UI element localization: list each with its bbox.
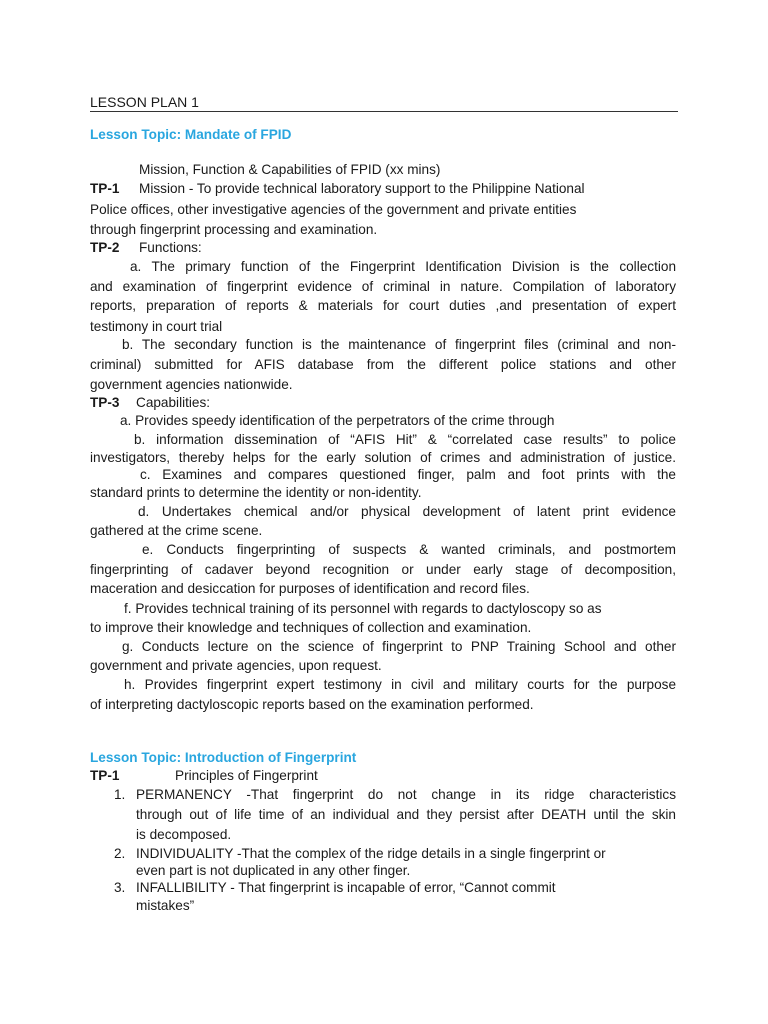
principle-line: PERMANENCY -That fingerprint do not change in its ridge characteristics [136,787,676,802]
tp1b-tag: TP-1 [90,768,120,783]
lesson-plan-title: LESSON PLAN 1 [90,94,199,110]
tp2-a-line: testimony in court trial [90,319,223,334]
principle-number: 2. [114,846,126,861]
tp3-a-line: a. Provides speedy identification of the perpetrators of the crime through [120,413,555,428]
lesson-topic-1: Lesson Topic: Mandate of FPID [90,127,292,142]
tp1-tag: TP-1 [90,181,120,196]
tp3-h-line: h. Provides fingerprint expert testimony in civil and military courts for the purpose [124,677,676,692]
tp2-a-line: a. The primary function of the Fingerprint Identification Division is the collection [130,259,676,274]
tp1-line: Mission - To provide technical laboratory support to the Philippine National [139,181,585,196]
lesson-topic-2: Lesson Topic: Introduction of Fingerprint [90,750,357,765]
tp3-f-line: f. Provides technical training of its personnel with regards to dactyloscopy so as [124,601,602,616]
tp2-a-line: reports, preparation of reports & materials for court duties ,and presentation of expert [90,298,676,313]
tp2-b-line: criminal) submitted for AFIS database from the different police stations and other [90,357,676,372]
tp3-e-line: e. Conducts fingerprinting of suspects & wanted criminals, and postmortem [142,542,676,557]
principle-line: through out of life time of an individual and they persist after DEATH until the skin [136,807,676,822]
principle-line: is decomposed. [136,827,232,842]
principle-line: mistakes” [136,898,195,913]
section-subtitle: Mission, Function & Capabilities of FPID (xx mins) [139,162,441,177]
tp2-b-line: government agencies nationwide. [90,377,293,392]
tp3-g-line: g. Conducts lecture on the science of fingerprint to PNP Training School and other [122,639,676,654]
title-divider [90,111,678,112]
tp1-line: through fingerprint processing and examination. [90,222,378,237]
principle-line: INDIVIDUALITY -That the complex of the ridge details in a single fingerprint or [136,846,606,861]
tp3-e-line: fingerprinting of cadaver beyond recognition or under early stage of decomposition, [90,562,676,577]
tp2-heading: Functions: [139,240,202,255]
principle-number: 1. [114,787,126,802]
principle-line: INFALLIBILITY - That fingerprint is incapable of error, “Cannot commit [136,880,556,895]
tp1b-heading: Principles of Fingerprint [175,768,318,783]
tp3-d-line: gathered at the crime scene. [90,523,263,538]
tp3-f-line: to improve their knowledge and techniques of collection and examination. [90,620,532,635]
tp3-b-line: b. information dissemination of “AFIS Hit” & “correlated case results” to police [134,432,676,447]
tp2-b-line: b. The secondary function is the maintenance of fingerprint files (criminal and non- [122,337,676,352]
tp1-line: Police offices, other investigative agencies of the government and private entities [90,202,577,217]
tp3-d-line: d. Undertakes chemical and/or physical development of latent print evidence [138,504,676,519]
tp3-h-line: of interpreting dactyloscopic reports based on the examination performed. [90,697,534,712]
principle-number: 3. [114,880,126,895]
tp3-c-line: standard prints to determine the identity or non-identity. [90,485,422,500]
tp2-tag: TP-2 [90,240,120,255]
tp3-e-line: maceration and desiccation for purposes of identification and record files. [90,581,530,596]
principle-line: even part is not duplicated in any other finger. [136,863,411,878]
tp3-g-line: government and private agencies, upon request. [90,658,382,673]
tp2-a-line: and examination of fingerprint evidence of criminal in nature. Compilation of laboratory [90,279,676,294]
tp3-tag: TP-3 [90,395,120,410]
tp3-c-line: c. Examines and compares questioned finger, palm and foot prints with the [140,467,676,482]
tp3-b-line: investigators, thereby helps for the early solution of crimes and administration of justice. [90,450,676,465]
tp3-heading: Capabilities: [136,395,211,410]
